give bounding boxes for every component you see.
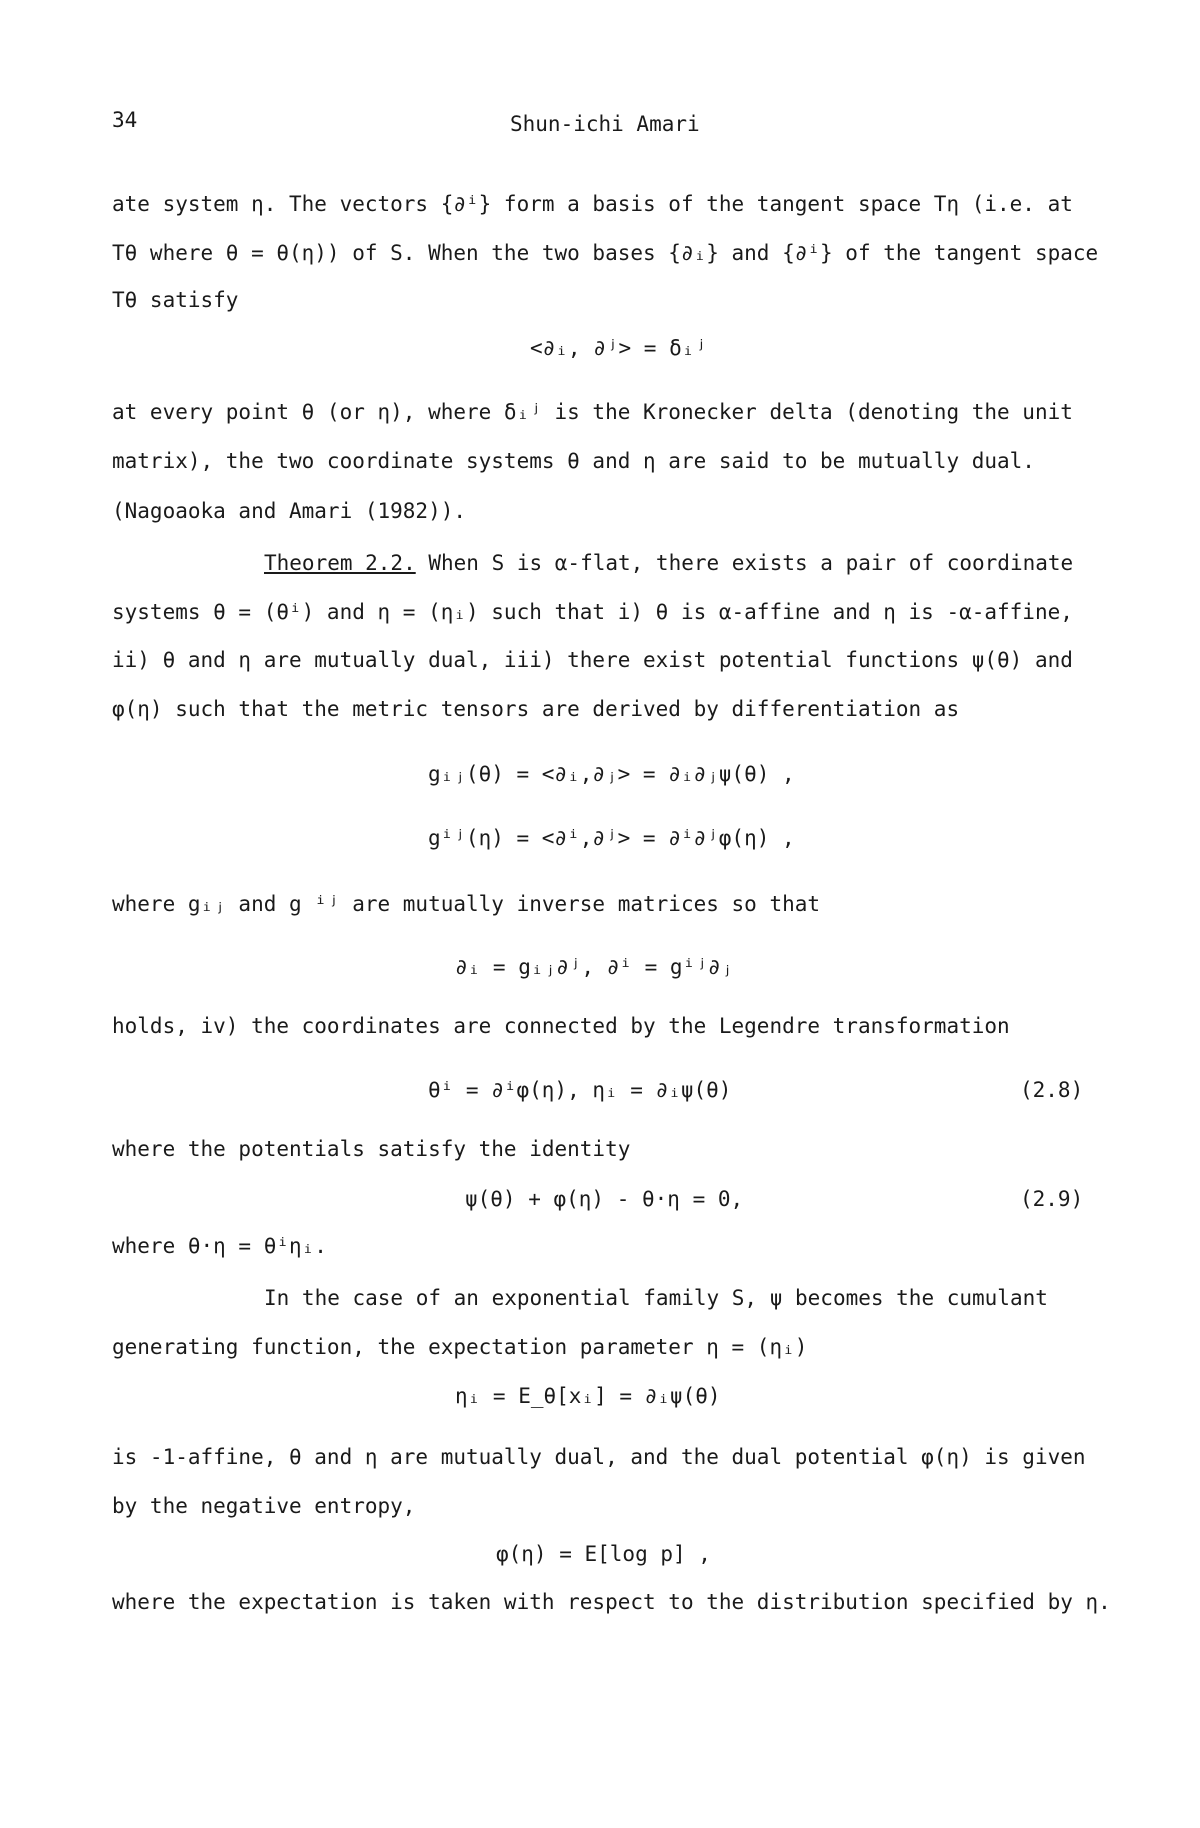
equation-duality: <∂ᵢ, ∂ʲ> = δᵢʲ (530, 336, 708, 360)
text-line: ate system η. The vectors {∂ⁱ} form a basis of the tangent space Tη (i.e. at (112, 192, 1073, 216)
theorem-label: Theorem 2.2. (264, 551, 416, 575)
theorem-first-line: When S is α-flat, there exists a pair of coordinate (415, 551, 1074, 575)
equation-number: (2.9) (1020, 1187, 1084, 1211)
text-line: matrix), the two coordinate systems θ and η are said to be mutually dual. (112, 449, 1035, 473)
text-line: where the potentials satisfy the identity (112, 1137, 631, 1161)
running-title: Shun-ichi Amari (510, 112, 700, 136)
equation-raise-lower: ∂ᵢ = gᵢⱼ∂ʲ, ∂ⁱ = gⁱʲ∂ⱼ (455, 955, 734, 979)
equation-metric-lower: gᵢⱼ(θ) = <∂ᵢ,∂ⱼ> = ∂ᵢ∂ⱼψ(θ) , (428, 762, 795, 786)
equation-identity: ψ(θ) + φ(η) - θ·η = 0, (465, 1187, 744, 1211)
equation-metric-upper: gⁱʲ(η) = <∂ⁱ,∂ʲ> = ∂ⁱ∂ʲφ(η) , (428, 826, 795, 850)
text-line: is -1-affine, θ and η are mutually dual, and the dual potential φ(η) is given (112, 1445, 1086, 1469)
equation-entropy: φ(η) = E[log p] , (496, 1542, 711, 1566)
text-line: by the negative entropy, (112, 1494, 416, 1518)
text-line: (Nagoaoka and Amari (1982)). (112, 499, 467, 523)
text-line: generating function, the expectation parameter η = (ηᵢ) (112, 1335, 808, 1359)
text-line: φ(η) such that the metric tensors are derived by differentiation as (112, 697, 960, 721)
text-line: In the case of an exponential family S, ψ becomes the cumulant (264, 1286, 1048, 1310)
theorem-heading (264, 551, 1073, 575)
text-line: holds, iv) the coordinates are connected by the Legendre transformation (112, 1014, 1010, 1038)
equation-expectation: ηᵢ = E_θ[xᵢ] = ∂ᵢψ(θ) (455, 1384, 721, 1408)
text-line: ii) θ and η are mutually dual, iii) there exist potential functions ψ(θ) and (112, 648, 1073, 672)
text-line: where the expectation is taken with respect to the distribution specified by η. (112, 1590, 1111, 1614)
text-line: Tθ where θ = θ(η)) of S. When the two bases {∂ᵢ} and {∂ⁱ} of the tangent space (112, 241, 1099, 265)
text-line: systems θ = (θⁱ) and η = (ηᵢ) such that i) θ is α-affine and η is -α-affine, (112, 600, 1073, 624)
text-line: Tθ satisfy (112, 288, 239, 312)
page-number: 34 (112, 108, 138, 132)
text-line: where θ·η = θⁱηᵢ. (112, 1234, 327, 1258)
equation-number: (2.8) (1020, 1078, 1084, 1102)
equation-legendre: θⁱ = ∂ⁱφ(η), ηᵢ = ∂ᵢψ(θ) (428, 1078, 732, 1102)
text-line: where gᵢⱼ and g ⁱʲ are mutually inverse matrices so that (112, 892, 821, 916)
text-line: at every point θ (or η), where δᵢʲ is the Kronecker delta (denoting the unit (112, 400, 1073, 424)
